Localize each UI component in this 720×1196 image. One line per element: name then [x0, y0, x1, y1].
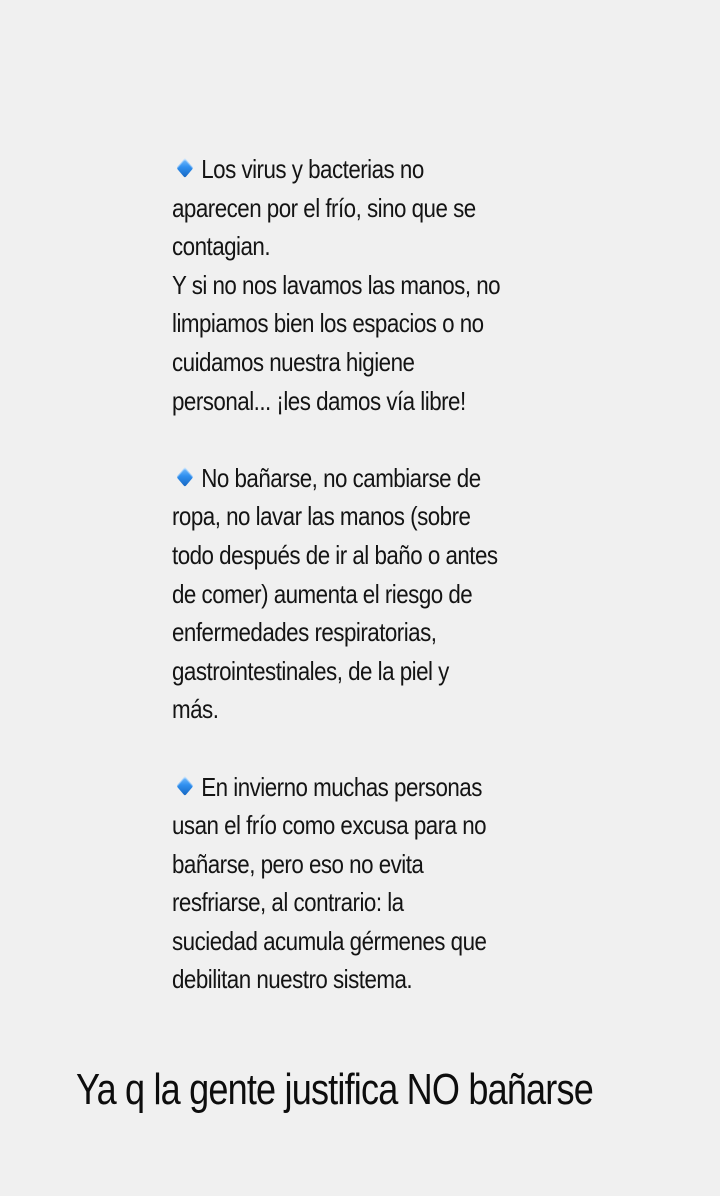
story-caption: Ya q la gente justifica NO bañarse — [76, 1065, 593, 1114]
paragraph-1 — [172, 150, 507, 420]
info-text-block — [172, 150, 507, 999]
paragraph-2 — [172, 459, 507, 729]
paragraph-1-text: Los virus y bacterias no aparecen por el frío, sino que se contagian. Y si no nos lavamos las manos, no limpiamos bien los espacios o no cuidamos nuestra higiene personal... ¡les damos vía libre! — [172, 154, 501, 416]
small-blue-diamond-icon — [176, 776, 193, 796]
paragraph-3-text: En invierno muchas personas usan el frío como excusa para no bañarse, pero eso no evita resfriarse, al contrario: la suciedad acumula gérmenes que debilitan nuestro sistema. — [172, 771, 487, 995]
small-blue-diamond-icon — [176, 158, 193, 178]
small-blue-diamond-icon — [176, 467, 193, 487]
paragraph-2-text: No bañarse, no cambiarse de ropa, no lavar las manos (sobre todo después de ir al baño o antes de comer) aumenta el riesgo de enfermedades respiratorias, gastrointestinales, de la piel y más. — [172, 462, 498, 725]
paragraph-3 — [172, 768, 507, 1000]
